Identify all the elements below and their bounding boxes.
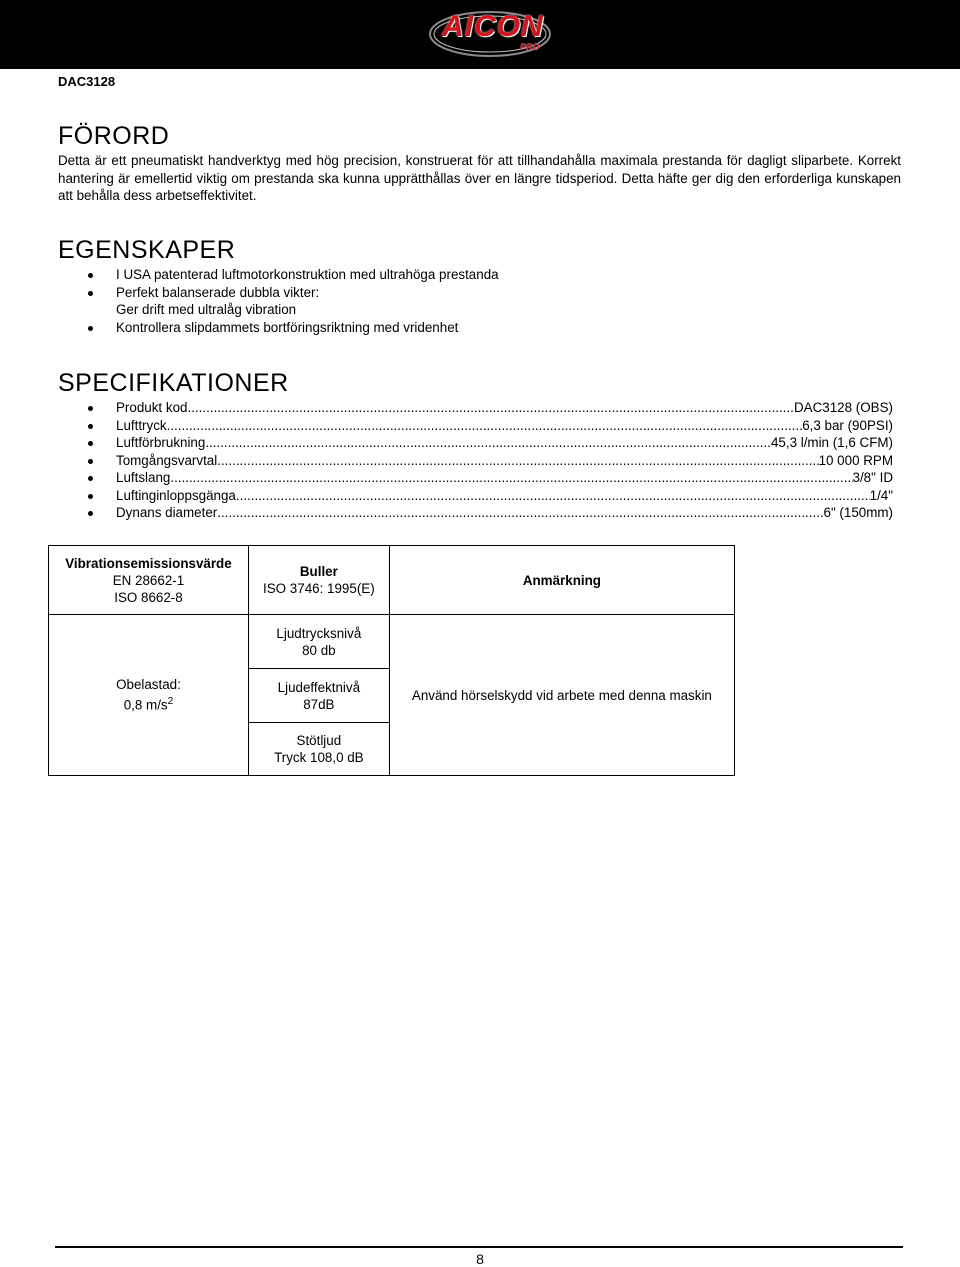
document-code: DAC3128 — [58, 74, 116, 89]
spec-label: Luftslang — [116, 470, 171, 485]
vibration-unit-superscript: 2 — [167, 696, 174, 708]
spec-label: Tomgångsvarvtal — [116, 452, 218, 468]
spec-row — [58, 469, 893, 487]
bullet-icon — [88, 291, 93, 296]
dot-leader — [167, 417, 803, 435]
dot-leader — [236, 487, 870, 505]
forord-heading: FÖRORD — [58, 122, 170, 150]
noise-label: Stötljud — [296, 733, 342, 748]
dot-leader — [217, 452, 818, 470]
noise-value: 87dB — [303, 696, 335, 712]
table-row — [49, 615, 735, 669]
vibration-header-title: Vibrationsemissionsvärde — [65, 555, 232, 571]
spec-label: Dynans diameter — [116, 505, 218, 520]
header-bar — [0, 0, 960, 69]
remark-header-cell — [389, 546, 734, 615]
dot-leader — [217, 504, 823, 522]
bullet-icon — [88, 441, 93, 446]
feature-text: I USA patenterad luftmotorkonstruktion med ultrahöga prestanda — [116, 267, 499, 282]
spec-row — [58, 434, 893, 452]
spec-value: 3/8" ID — [852, 470, 893, 485]
footer-divider — [55, 1246, 903, 1248]
dot-leader — [187, 399, 794, 417]
noise-label: Ljudtrycksnivå — [276, 625, 362, 641]
bullet-icon — [88, 424, 93, 429]
page-number: 8 — [476, 1251, 484, 1267]
spec-value: 6,3 bar (90PSI) — [802, 417, 893, 433]
feature-text: Perfekt balanserade dubbla vikter: — [116, 284, 320, 300]
spec-row — [58, 504, 893, 522]
logo-sub-text: PRO — [520, 42, 540, 52]
spec-row — [58, 452, 893, 470]
vibration-label: Obelastad: — [116, 677, 181, 693]
remark-header-title: Anmärkning — [522, 572, 601, 588]
bullet-icon — [88, 476, 93, 481]
noise-cell — [248, 723, 389, 776]
list-item — [58, 284, 499, 319]
list-item — [58, 319, 499, 337]
spec-label: Produkt kod — [116, 400, 188, 415]
egenskaper-heading: EGENSKAPER — [58, 236, 236, 264]
dot-leader — [205, 434, 771, 452]
egenskaper-list — [58, 266, 499, 336]
spec-row — [58, 417, 893, 435]
vibration-standard-1: EN 28662-1 — [112, 572, 185, 588]
spec-value: 45,3 l/min (1,6 CFM) — [770, 435, 893, 450]
noise-label: Ljudeffektnivå — [277, 679, 361, 695]
noise-header-title: Buller — [299, 564, 338, 579]
noise-value: 80 db — [302, 642, 336, 658]
bullet-icon — [88, 511, 93, 516]
spec-value: 1/4" — [869, 487, 893, 503]
spec-label: Lufttryck — [116, 417, 167, 433]
spec-list — [58, 399, 893, 522]
brand-logo — [428, 8, 558, 62]
noise-header-cell — [248, 546, 389, 615]
bullet-icon — [88, 494, 93, 499]
spec-value: 6" (150mm) — [823, 505, 893, 520]
spec-value: DAC3128 (OBS) — [794, 400, 893, 415]
forord-text: Detta är ett pneumatiskt handverktyg med hög precision, konstruerat för att tillhandahålla maximala prestanda för dagligt sliparbete. Korrekt hantering är emellertid viktig om prestanda ska kunna upprätthållas över en längre tidsperiod. Detta häfte ger dig den erforderliga kunskapen att behålla dess arbetseffektivitet. — [58, 153, 901, 203]
emissions-table — [48, 545, 735, 776]
noise-standard: ISO 3746: 1995(E) — [263, 581, 375, 596]
dot-leader — [170, 469, 852, 487]
vibration-standard-2: ISO 8662-8 — [114, 589, 183, 605]
vibration-header-cell — [49, 546, 249, 615]
feature-text: Kontrollera slipdammets bortföringsriktning med vridenhet — [116, 319, 459, 335]
noise-value: Tryck 108,0 dB — [274, 750, 364, 765]
bullet-icon — [88, 326, 93, 331]
bullet-icon — [88, 459, 93, 464]
remark-cell: Använd hörselskydd vid arbete med denna maskin — [389, 615, 734, 776]
noise-cell — [248, 615, 389, 669]
spec-label: Luftinginloppsgänga — [116, 487, 236, 503]
feature-subtext: Ger drift med ultralåg vibration — [116, 302, 297, 317]
bullet-icon — [88, 273, 93, 278]
spec-label: Luftförbrukning — [116, 435, 206, 450]
spec-value: 10 000 RPM — [818, 452, 893, 468]
noise-cell — [248, 669, 389, 723]
list-item — [58, 266, 499, 284]
bullet-icon — [88, 406, 93, 411]
vibration-value: 0,8 m/s — [123, 697, 168, 713]
specifikationer-heading: SPECIFIKATIONER — [58, 369, 289, 397]
spec-row — [58, 399, 893, 417]
spec-row — [58, 487, 893, 505]
logo-text: AICON — [442, 10, 544, 43]
vibration-value-cell — [49, 615, 249, 776]
table-header-row — [49, 546, 735, 615]
